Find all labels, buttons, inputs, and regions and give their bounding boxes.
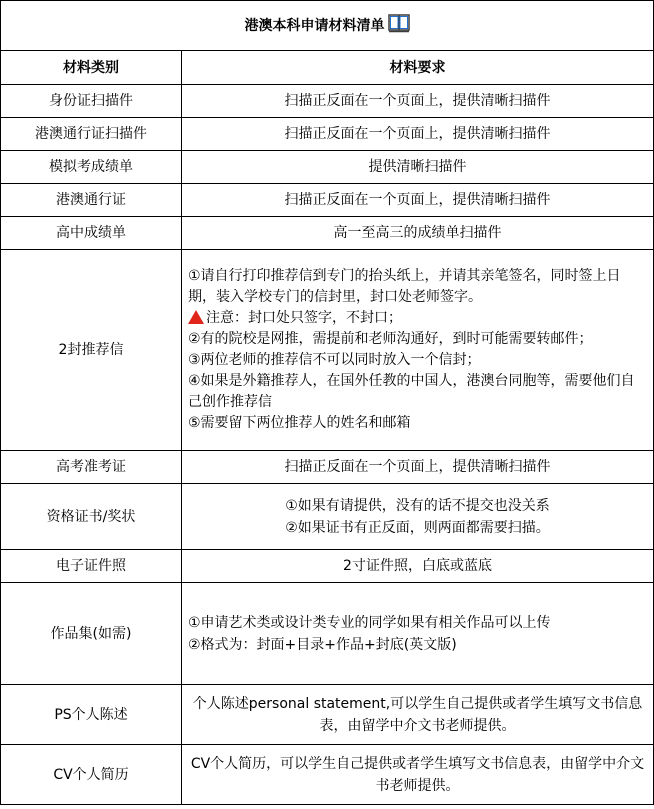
requirement-cell: [182, 583, 654, 685]
table-row: [1, 184, 654, 217]
recommendation-warning-line: [188, 308, 647, 329]
recommendation-line-5: ⑤需要留下两位推荐人的姓名和邮箱: [188, 415, 411, 431]
category-cell: CV个人简历: [1, 745, 182, 805]
table-row: [1, 250, 654, 451]
category-cell: PS个人陈述: [1, 685, 182, 745]
category-cell: 高考准考证: [1, 451, 182, 484]
table-row: [1, 583, 654, 685]
requirement-cell: 扫描正反面在一个页面上，提供清晰扫描件: [182, 85, 654, 118]
red-triangle-warning-icon: [188, 310, 204, 324]
category-cell: 高中成绩单: [1, 217, 182, 250]
category-cell: 模拟考成绩单: [1, 151, 182, 184]
category-cell: 电子证件照: [1, 550, 182, 583]
requirement-cell: [182, 250, 654, 451]
category-cell: 2封推荐信: [1, 250, 182, 451]
column-header-category: 材料类别: [1, 51, 182, 85]
column-header-requirement: 材料要求: [182, 51, 654, 85]
requirement-cell: 扫描正反面在一个页面上，提供清晰扫描件: [182, 184, 654, 217]
requirement-cell: 扫描正反面在一个页面上，提供清晰扫描件: [182, 451, 654, 484]
table-row: [1, 151, 654, 184]
certificate-line-1: ①如果有请提供，没有的话不提交也没关系: [285, 497, 550, 514]
requirement-cell: 2寸证件照，白底或蓝底: [182, 550, 654, 583]
table-row: [1, 85, 654, 118]
table-row: [1, 484, 654, 550]
table-row: [1, 451, 654, 484]
requirement-cell: [182, 484, 654, 550]
category-cell: 资格证书/奖状: [1, 484, 182, 550]
requirement-cell: CV个人简历，可以学生自己提供或者学生填写文书信息表，由留学中介文书老师提供。: [182, 745, 654, 805]
page-title: [1, 1, 654, 51]
table-row: [1, 217, 654, 250]
recommendation-line-3: ③两位老师的推荐信不可以同时放入一个信封；: [188, 352, 481, 368]
table-row: [1, 118, 654, 151]
header-row: [1, 51, 654, 85]
open-book-icon: [388, 13, 410, 39]
category-cell: 港澳通行证扫描件: [1, 118, 182, 151]
recommendation-line-2: ②有的院校是网推，需提前和老师沟通好，到时可能需要转邮件；: [188, 331, 593, 347]
table-row: [1, 550, 654, 583]
requirement-cell: 个人陈述personal statement,可以学生自己提供或者学生填写文书信息表，由留学中介文书老师提供。: [182, 685, 654, 745]
certificate-line-2: ②如果证书有正反面，则两面都需要扫描。: [285, 519, 550, 536]
page-title-text: 港澳本科申请材料清单: [244, 17, 385, 34]
category-cell: 身份证扫描件: [1, 85, 182, 118]
recommendation-line-1: ①请自行打印推荐信到专门的抬头纸上，并请其亲笔签名，同时签上日期，装入学校专门的信封里，封口处老师签字。: [188, 268, 621, 305]
category-cell: 作品集(如需): [1, 583, 182, 685]
title-row: [1, 1, 654, 51]
table-row: [1, 745, 654, 805]
recommendation-line-4: ④如果是外籍推荐人，在国外任教的中国人，港澳台同胞等，需要他们自己创作推荐信: [188, 373, 635, 410]
requirement-cell: 提供清晰扫描件: [182, 151, 654, 184]
requirement-cell: 高一至高三的成绩单扫描件: [182, 217, 654, 250]
portfolio-line-1: ①申请艺术类或设计类专业的同学如果有相关作品可以上传: [188, 614, 551, 631]
table-row: [1, 685, 654, 745]
recommendation-warning-text: 注意：封口处只签字，不封口；: [206, 310, 402, 326]
requirement-cell: 扫描正反面在一个页面上，提供清晰扫描件: [182, 118, 654, 151]
portfolio-line-2: ②格式为：封面+目录+作品+封底(英文版): [188, 636, 457, 653]
category-cell: 港澳通行证: [1, 184, 182, 217]
